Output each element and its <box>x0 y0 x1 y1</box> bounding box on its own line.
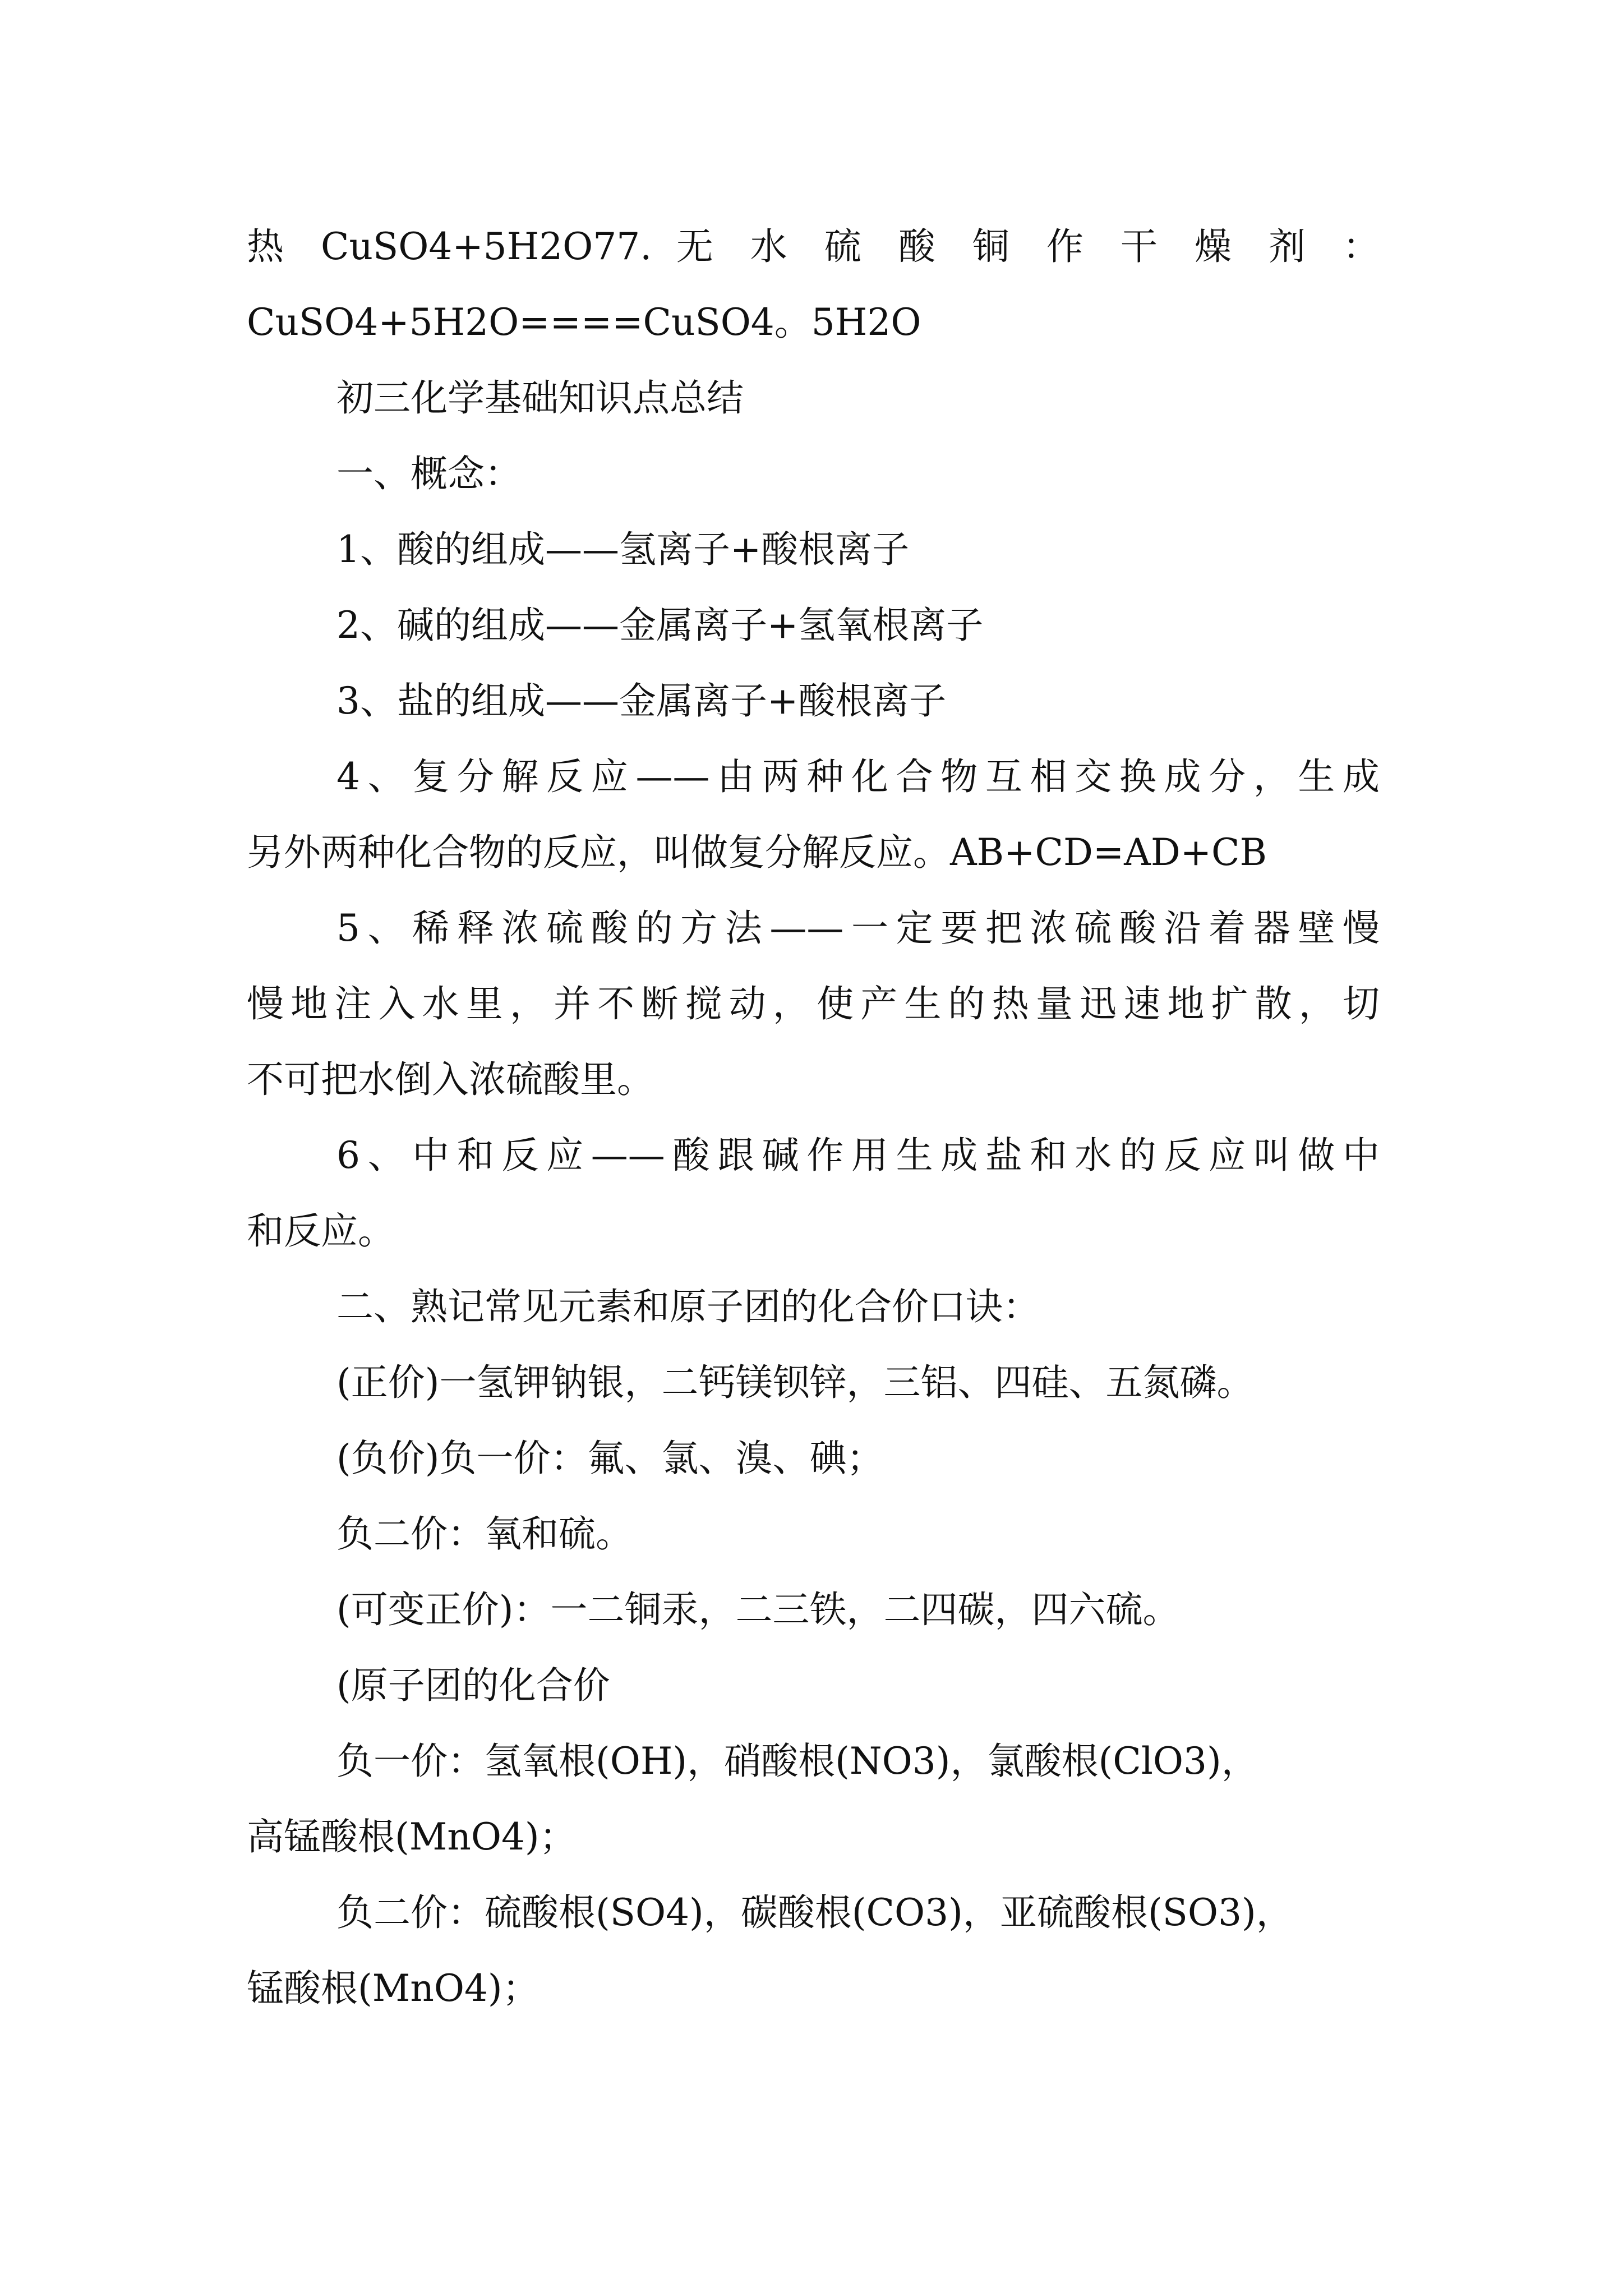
section-title: 初三化学基础知识点总结 <box>336 376 744 420</box>
text-line-20: (原子团的化合价 <box>336 1664 610 1707</box>
text-line-14: 和反应。 <box>247 1209 395 1253</box>
text-line-2: CuSO4+5H2O====CuSO4。5H2O <box>247 301 921 344</box>
text-line-19: (可变正价)：一二铜汞，二三铁，二四碳，四六硫。 <box>336 1588 1180 1631</box>
text-line-13: 6、中和反应——酸跟碱作用生成盐和水的反应叫做中 <box>336 1134 1380 1177</box>
text-line-9: 另外两种化合物的反应，叫做复分解反应。AB+CD=AD+CB <box>247 831 1267 874</box>
text-line-16: (正价)一氢钾钠银，二钙镁钡锌，三铝、四硅、五氮磷。 <box>336 1361 1254 1404</box>
heading-valence: 二、熟记常见元素和原子团的化合价口诀： <box>336 1285 1040 1328</box>
text-line-8: 4、复分解反应——由两种化合物互相交换成分，生成 <box>336 755 1380 798</box>
text-line-10: 5、稀释浓硫酸的方法——一定要把浓硫酸沿着器壁慢 <box>336 907 1380 950</box>
heading-concepts: 一、概念： <box>336 452 522 495</box>
text-line-22: 高锰酸根(MnO4)； <box>247 1815 577 1858</box>
text-line-7: 3、盐的组成——金属离子+酸根离子 <box>336 679 947 723</box>
text-line-6: 2、碱的组成——金属离子+氢氧根离子 <box>336 604 984 647</box>
text-line-21: 负一价：氢氧根(OH)，硝酸根(NO3)，氯酸根(ClO3)， <box>336 1740 1258 1783</box>
text-line-24: 锰酸根(MnO4)； <box>247 1967 540 2010</box>
text-line-11: 慢地注入水里，并不断搅动，使产生的热量迅速地扩散，切 <box>247 982 1380 1025</box>
text-line-23: 负二价：硫酸根(SO4)，碳酸根(CO3)，亚硫酸根(SO3)， <box>336 1891 1293 1934</box>
text-line-1: 热 CuSO4+5H2O77. 无 水 硫 酸 铜 作 干 燥 剂 ： <box>247 225 1380 268</box>
text-line-5: 1、酸的组成——氢离子+酸根离子 <box>336 528 910 571</box>
text-line-17: (负价)负一价：氟、氯、溴、碘； <box>336 1437 884 1480</box>
text-line-12: 不可把水倒入浓硫酸里。 <box>247 1058 654 1101</box>
text-line-18: 负二价：氧和硫。 <box>336 1512 633 1556</box>
